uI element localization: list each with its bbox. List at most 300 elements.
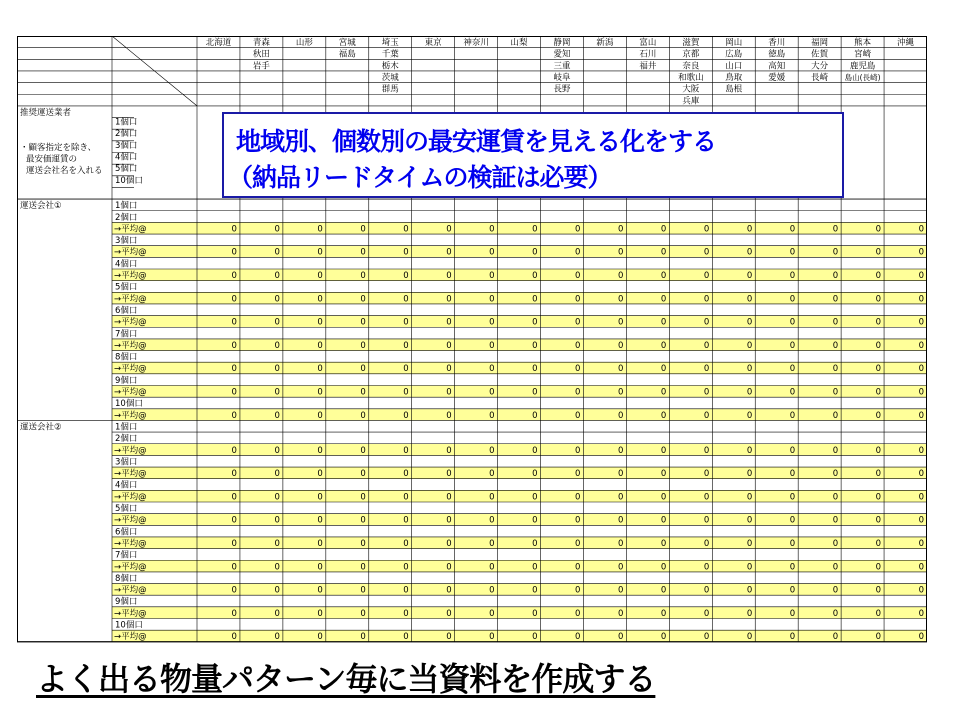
avg-value-cell: 0 <box>403 364 409 375</box>
avg-value-cell: 0 <box>446 364 452 375</box>
avg-value-cell: 0 <box>875 247 882 258</box>
avg-value-cell: 0 <box>789 608 796 619</box>
row-label: 4個口 <box>115 480 138 491</box>
avg-value-cell: 0 <box>617 410 624 421</box>
avg-value-cell: 0 <box>746 562 753 573</box>
region-name: 秋田 <box>252 49 270 60</box>
avg-value-cell: 0 <box>403 608 409 619</box>
avg-value-cell: 0 <box>231 271 237 281</box>
avg-value-cell: 0 <box>789 410 796 421</box>
avg-value-cell: 0 <box>403 387 409 398</box>
avg-value-cell: 0 <box>617 632 624 643</box>
avg-value-cell: 0 <box>660 317 667 328</box>
avg-value-cell: 0 <box>746 515 753 526</box>
region-name: 沖縄 <box>897 38 915 48</box>
avg-value-cell: 0 <box>832 632 839 643</box>
avg-value-cell: 0 <box>231 608 237 619</box>
avg-value-cell: 0 <box>789 317 796 328</box>
company-name: 運送会社② <box>20 422 62 433</box>
region-name: 石川 <box>639 49 657 60</box>
avg-value-cell: 0 <box>918 538 924 549</box>
region-name: 茨城 <box>381 72 399 83</box>
row-label: 2個口 <box>115 212 138 223</box>
avg-value-cell: 0 <box>746 247 753 258</box>
avg-value-cell: 0 <box>532 294 538 305</box>
region-name: 京都 <box>682 49 700 60</box>
region-name: 新潟 <box>596 38 614 48</box>
region-name: 長崎 <box>811 72 829 83</box>
avg-value-cell: 0 <box>660 364 667 375</box>
avg-value-cell: 0 <box>360 562 366 573</box>
region-name: 島根 <box>725 84 743 95</box>
avg-value-cell: 0 <box>789 387 796 398</box>
avg-value-cell: 0 <box>231 387 237 398</box>
avg-value-cell: 0 <box>703 364 710 375</box>
avg-value-cell: 0 <box>532 387 538 398</box>
avg-value-cell: 0 <box>832 317 839 328</box>
avg-value-cell: 0 <box>403 340 409 351</box>
avg-value-cell: 0 <box>317 247 323 258</box>
avg-row-label: →平均@ <box>114 364 147 375</box>
avg-value-cell: 0 <box>489 445 495 456</box>
avg-value-cell: 0 <box>403 410 409 421</box>
region-name: 山梨 <box>510 38 528 48</box>
avg-value-cell: 0 <box>489 538 495 549</box>
avg-value-cell: 0 <box>403 271 409 281</box>
avg-value-cell: 0 <box>617 387 624 398</box>
region-name: 長野 <box>553 84 571 95</box>
avg-value-cell: 0 <box>532 247 538 258</box>
avg-value-cell: 0 <box>832 538 839 549</box>
avg-value-cell: 0 <box>918 515 924 526</box>
avg-value-cell: 0 <box>875 294 882 305</box>
region-name: 高知 <box>768 61 786 72</box>
avg-value-cell: 0 <box>575 317 581 328</box>
avg-value-cell: 0 <box>317 387 323 398</box>
avg-value-cell: 0 <box>918 469 924 480</box>
avg-value-cell: 0 <box>875 469 882 480</box>
avg-value-cell: 0 <box>789 224 796 235</box>
avg-value-cell: 0 <box>617 317 624 328</box>
avg-value-cell: 0 <box>446 247 452 258</box>
avg-value-cell: 0 <box>617 585 624 596</box>
avg-value-cell: 0 <box>360 608 366 619</box>
avg-value-cell: 0 <box>575 538 581 549</box>
avg-value-cell: 0 <box>274 340 280 351</box>
row-label: 1個口 <box>115 422 138 433</box>
row-label: 10個口 <box>115 620 143 631</box>
avg-value-cell: 0 <box>875 410 882 421</box>
avg-value-cell: 0 <box>274 410 280 421</box>
avg-value-cell: 0 <box>274 224 280 235</box>
row-label: 7個口 <box>115 550 138 561</box>
avg-value-cell: 0 <box>360 538 366 549</box>
avg-value-cell: 0 <box>532 562 538 573</box>
avg-value-cell: 0 <box>274 632 280 643</box>
avg-value-cell: 0 <box>317 445 323 456</box>
avg-value-cell: 0 <box>617 562 624 573</box>
region-name: 群馬 <box>381 84 399 95</box>
avg-value-cell: 0 <box>532 271 538 281</box>
avg-value-cell: 0 <box>918 364 924 375</box>
avg-row-label: →平均@ <box>114 585 147 596</box>
avg-value-cell: 0 <box>317 410 323 421</box>
avg-value-cell: 0 <box>231 224 237 235</box>
avg-value-cell: 0 <box>274 445 280 456</box>
avg-value-cell: 0 <box>360 387 366 398</box>
region-name: 埼玉 <box>381 38 399 48</box>
avg-value-cell: 0 <box>231 492 237 503</box>
avg-value-cell: 0 <box>746 410 753 421</box>
avg-value-cell: 0 <box>446 340 452 351</box>
region-name: 福井 <box>639 61 657 72</box>
avg-value-cell: 0 <box>617 445 624 456</box>
row-label: 10個口 <box>115 399 143 410</box>
avg-value-cell: 0 <box>231 294 237 305</box>
avg-value-cell: 0 <box>875 632 882 643</box>
region-name: 岐阜 <box>553 72 571 83</box>
avg-value-cell: 0 <box>231 364 237 375</box>
avg-value-cell: 0 <box>875 340 882 351</box>
recommend-row-label: 4個口 <box>115 152 138 163</box>
avg-value-cell: 0 <box>746 538 753 549</box>
avg-value-cell: 0 <box>918 608 924 619</box>
avg-value-cell: 0 <box>489 410 495 421</box>
avg-value-cell: 0 <box>832 271 839 281</box>
avg-value-cell: 0 <box>660 515 667 526</box>
avg-value-cell: 0 <box>832 410 839 421</box>
avg-value-cell: 0 <box>660 294 667 305</box>
avg-value-cell: 0 <box>360 445 366 456</box>
avg-value-cell: 0 <box>317 515 323 526</box>
avg-value-cell: 0 <box>875 515 882 526</box>
avg-value-cell: 0 <box>789 492 796 503</box>
avg-value-cell: 0 <box>660 469 667 480</box>
avg-value-cell: 0 <box>446 469 452 480</box>
region-name: 熊本 <box>854 38 872 48</box>
avg-row-label: →平均@ <box>114 247 147 258</box>
region-name: 静岡 <box>553 38 571 48</box>
avg-value-cell: 0 <box>918 585 924 596</box>
avg-value-cell: 0 <box>918 271 924 281</box>
avg-value-cell: 0 <box>875 317 882 328</box>
avg-value-cell: 0 <box>875 387 882 398</box>
avg-value-cell: 0 <box>660 492 667 503</box>
avg-value-cell: 0 <box>317 340 323 351</box>
region-name: 栃木 <box>381 61 399 72</box>
avg-value-cell: 0 <box>875 538 882 549</box>
avg-row-label: →平均@ <box>114 340 147 351</box>
avg-value-cell: 0 <box>360 317 366 328</box>
region-name: 宮崎 <box>854 49 872 60</box>
row-label: 7個口 <box>115 329 138 340</box>
avg-value-cell: 0 <box>617 469 624 480</box>
avg-value-cell: 0 <box>403 585 409 596</box>
avg-value-cell: 0 <box>274 562 280 573</box>
avg-value-cell: 0 <box>746 632 753 643</box>
row-label: 5個口 <box>115 282 138 293</box>
avg-value-cell: 0 <box>274 317 280 328</box>
region-name: 奈良 <box>682 61 700 72</box>
avg-value-cell: 0 <box>532 410 538 421</box>
region-name: 兵庫 <box>682 96 700 107</box>
avg-value-cell: 0 <box>446 410 452 421</box>
avg-value-cell: 0 <box>532 364 538 375</box>
avg-value-cell: 0 <box>446 271 452 281</box>
avg-value-cell: 0 <box>746 364 753 375</box>
avg-value-cell: 0 <box>789 585 796 596</box>
avg-value-cell: 0 <box>660 271 667 281</box>
avg-value-cell: 0 <box>832 608 839 619</box>
avg-value-cell: 0 <box>489 247 495 258</box>
region-name: 和歌山 <box>678 72 704 83</box>
avg-value-cell: 0 <box>660 340 667 351</box>
avg-value-cell: 0 <box>274 271 280 281</box>
avg-value-cell: 0 <box>617 538 624 549</box>
avg-value-cell: 0 <box>918 410 924 421</box>
avg-value-cell: 0 <box>403 317 409 328</box>
avg-row-label: →平均@ <box>114 515 147 526</box>
avg-value-cell: 0 <box>274 585 280 596</box>
avg-value-cell: 0 <box>832 224 839 235</box>
recommend-row-label: 5個口 <box>115 164 138 175</box>
avg-value-cell: 0 <box>532 224 538 235</box>
region-name: 滋賀 <box>682 38 700 48</box>
avg-value-cell: 0 <box>703 247 710 258</box>
avg-value-cell: 0 <box>403 224 409 235</box>
avg-value-cell: 0 <box>918 387 924 398</box>
avg-value-cell: 0 <box>575 632 581 643</box>
row-label: 4個口 <box>115 259 138 270</box>
region-name: 大分 <box>811 61 829 72</box>
avg-value-cell: 0 <box>875 585 882 596</box>
avg-row-label: →平均@ <box>114 317 147 328</box>
avg-value-cell: 0 <box>532 317 538 328</box>
region-name: 島山(長崎) <box>844 72 881 82</box>
avg-row-label: →平均@ <box>114 538 147 549</box>
avg-value-cell: 0 <box>832 515 839 526</box>
avg-value-cell: 0 <box>575 469 581 480</box>
avg-value-cell: 0 <box>660 632 667 643</box>
avg-value-cell: 0 <box>575 224 581 235</box>
avg-value-cell: 0 <box>360 492 366 503</box>
avg-row-label: →平均@ <box>114 387 147 398</box>
avg-value-cell: 0 <box>489 294 495 305</box>
row-label: 8個口 <box>115 352 138 363</box>
avg-value-cell: 0 <box>489 562 495 573</box>
avg-value-cell: 0 <box>403 538 409 549</box>
row-label: 8個口 <box>115 573 138 584</box>
avg-value-cell: 0 <box>832 585 839 596</box>
avg-value-cell: 0 <box>274 515 280 526</box>
avg-row-label: →平均@ <box>114 410 147 421</box>
avg-value-cell: 0 <box>360 224 366 235</box>
avg-value-cell: 0 <box>317 538 323 549</box>
avg-value-cell: 0 <box>918 340 924 351</box>
region-name: 福岡 <box>811 38 829 48</box>
avg-value-cell: 0 <box>875 271 882 281</box>
row-label: 9個口 <box>115 375 138 386</box>
avg-value-cell: 0 <box>789 538 796 549</box>
avg-value-cell: 0 <box>746 445 753 456</box>
avg-value-cell: 0 <box>875 224 882 235</box>
avg-value-cell: 0 <box>489 632 495 643</box>
avg-value-cell: 0 <box>575 410 581 421</box>
avg-value-cell: 0 <box>746 492 753 503</box>
avg-value-cell: 0 <box>403 562 409 573</box>
row-label: 1個口 <box>115 201 138 212</box>
avg-value-cell: 0 <box>832 492 839 503</box>
avg-value-cell: 0 <box>403 492 409 503</box>
region-name: 徳島 <box>768 49 786 60</box>
avg-value-cell: 0 <box>789 469 796 480</box>
avg-value-cell: 0 <box>317 632 323 643</box>
region-name: 北海道 <box>205 38 232 48</box>
avg-value-cell: 0 <box>875 562 882 573</box>
avg-value-cell: 0 <box>274 492 280 503</box>
row-label: 6個口 <box>115 305 138 316</box>
avg-value-cell: 0 <box>446 387 452 398</box>
region-name: 広島 <box>725 49 743 60</box>
avg-value-cell: 0 <box>789 632 796 643</box>
avg-value-cell: 0 <box>660 562 667 573</box>
avg-value-cell: 0 <box>617 294 624 305</box>
avg-value-cell: 0 <box>360 247 366 258</box>
avg-value-cell: 0 <box>832 445 839 456</box>
avg-row-label: →平均@ <box>114 294 147 305</box>
row-label: 6個口 <box>115 527 138 538</box>
region-name: 福島 <box>338 49 356 60</box>
avg-value-cell: 0 <box>360 271 366 281</box>
avg-value-cell: 0 <box>575 608 581 619</box>
avg-value-cell: 0 <box>274 247 280 258</box>
avg-value-cell: 0 <box>446 515 452 526</box>
avg-value-cell: 0 <box>575 387 581 398</box>
avg-value-cell: 0 <box>575 562 581 573</box>
avg-value-cell: 0 <box>660 410 667 421</box>
avg-value-cell: 0 <box>703 585 710 596</box>
avg-value-cell: 0 <box>274 364 280 375</box>
avg-value-cell: 0 <box>446 562 452 573</box>
avg-value-cell: 0 <box>703 387 710 398</box>
avg-value-cell: 0 <box>317 469 323 480</box>
avg-row-label: →平均@ <box>114 632 147 643</box>
avg-value-cell: 0 <box>575 492 581 503</box>
avg-value-cell: 0 <box>317 585 323 596</box>
avg-value-cell: 0 <box>660 224 667 235</box>
avg-value-cell: 0 <box>746 608 753 619</box>
avg-value-cell: 0 <box>446 585 452 596</box>
avg-value-cell: 0 <box>446 294 452 305</box>
avg-value-cell: 0 <box>403 445 409 456</box>
avg-value-cell: 0 <box>489 585 495 596</box>
avg-value-cell: 0 <box>532 608 538 619</box>
avg-value-cell: 0 <box>489 492 495 503</box>
avg-value-cell: 0 <box>703 538 710 549</box>
avg-value-cell: 0 <box>703 294 710 305</box>
avg-value-cell: 0 <box>617 515 624 526</box>
avg-value-cell: 0 <box>789 445 796 456</box>
avg-value-cell: 0 <box>703 445 710 456</box>
avg-value-cell: 0 <box>532 340 538 351</box>
avg-value-cell: 0 <box>317 271 323 281</box>
callout-line-1: 地域別、個数別の最安運賃を見える化をする <box>236 127 717 156</box>
recommend-note: ・顧客指定を除き、 <box>20 142 97 153</box>
avg-value-cell: 0 <box>446 538 452 549</box>
avg-value-cell: 0 <box>746 294 753 305</box>
avg-value-cell: 0 <box>489 469 495 480</box>
avg-value-cell: 0 <box>532 538 538 549</box>
avg-value-cell: 0 <box>446 445 452 456</box>
avg-value-cell: 0 <box>789 364 796 375</box>
avg-row-label: →平均@ <box>114 562 147 573</box>
avg-value-cell: 0 <box>317 294 323 305</box>
avg-value-cell: 0 <box>789 340 796 351</box>
avg-value-cell: 0 <box>789 247 796 258</box>
recommend-note: 運送会社名を入れる <box>26 166 103 177</box>
avg-value-cell: 0 <box>875 608 882 619</box>
avg-value-cell: 0 <box>532 469 538 480</box>
recommend-row-label: 10個口 <box>115 175 143 186</box>
avg-value-cell: 0 <box>446 317 452 328</box>
region-name: 千葉 <box>381 49 399 60</box>
avg-value-cell: 0 <box>918 632 924 643</box>
avg-value-cell: 0 <box>617 224 624 235</box>
avg-value-cell: 0 <box>703 340 710 351</box>
region-name: 岡山 <box>725 38 743 48</box>
avg-value-cell: 0 <box>875 445 882 456</box>
region-name: 青森 <box>252 38 270 48</box>
avg-value-cell: 0 <box>231 538 237 549</box>
avg-value-cell: 0 <box>317 364 323 375</box>
recommend-title: 推奨運送業者 <box>20 107 72 118</box>
avg-value-cell: 0 <box>660 445 667 456</box>
avg-value-cell: 0 <box>746 317 753 328</box>
avg-value-cell: 0 <box>875 492 882 503</box>
avg-value-cell: 0 <box>532 515 538 526</box>
avg-value-cell: 0 <box>274 469 280 480</box>
avg-value-cell: 0 <box>918 247 924 258</box>
avg-value-cell: 0 <box>274 294 280 305</box>
avg-value-cell: 0 <box>532 492 538 503</box>
avg-value-cell: 0 <box>489 387 495 398</box>
avg-row-label: →平均@ <box>114 492 147 503</box>
avg-value-cell: 0 <box>789 271 796 281</box>
avg-value-cell: 0 <box>660 585 667 596</box>
avg-value-cell: 0 <box>403 515 409 526</box>
region-name: 東京 <box>424 38 442 48</box>
avg-value-cell: 0 <box>746 340 753 351</box>
avg-value-cell: 0 <box>489 364 495 375</box>
avg-value-cell: 0 <box>231 340 237 351</box>
avg-value-cell: 0 <box>617 364 624 375</box>
region-name: 富山 <box>639 38 657 48</box>
recommend-row-label: 3個口 <box>115 140 138 151</box>
region-name: 岩手 <box>252 61 270 72</box>
avg-value-cell: 0 <box>617 492 624 503</box>
avg-row-label: →平均@ <box>114 445 147 456</box>
callout-line-2: （納品リードタイムの検証は必要） <box>228 163 612 192</box>
avg-value-cell: 0 <box>832 562 839 573</box>
avg-value-cell: 0 <box>746 387 753 398</box>
avg-value-cell: 0 <box>360 515 366 526</box>
callout-box <box>222 112 844 198</box>
avg-value-cell: 0 <box>703 469 710 480</box>
region-name: 鳥取 <box>725 72 743 83</box>
avg-value-cell: 0 <box>575 585 581 596</box>
avg-value-cell: 0 <box>532 632 538 643</box>
avg-value-cell: 0 <box>489 224 495 235</box>
